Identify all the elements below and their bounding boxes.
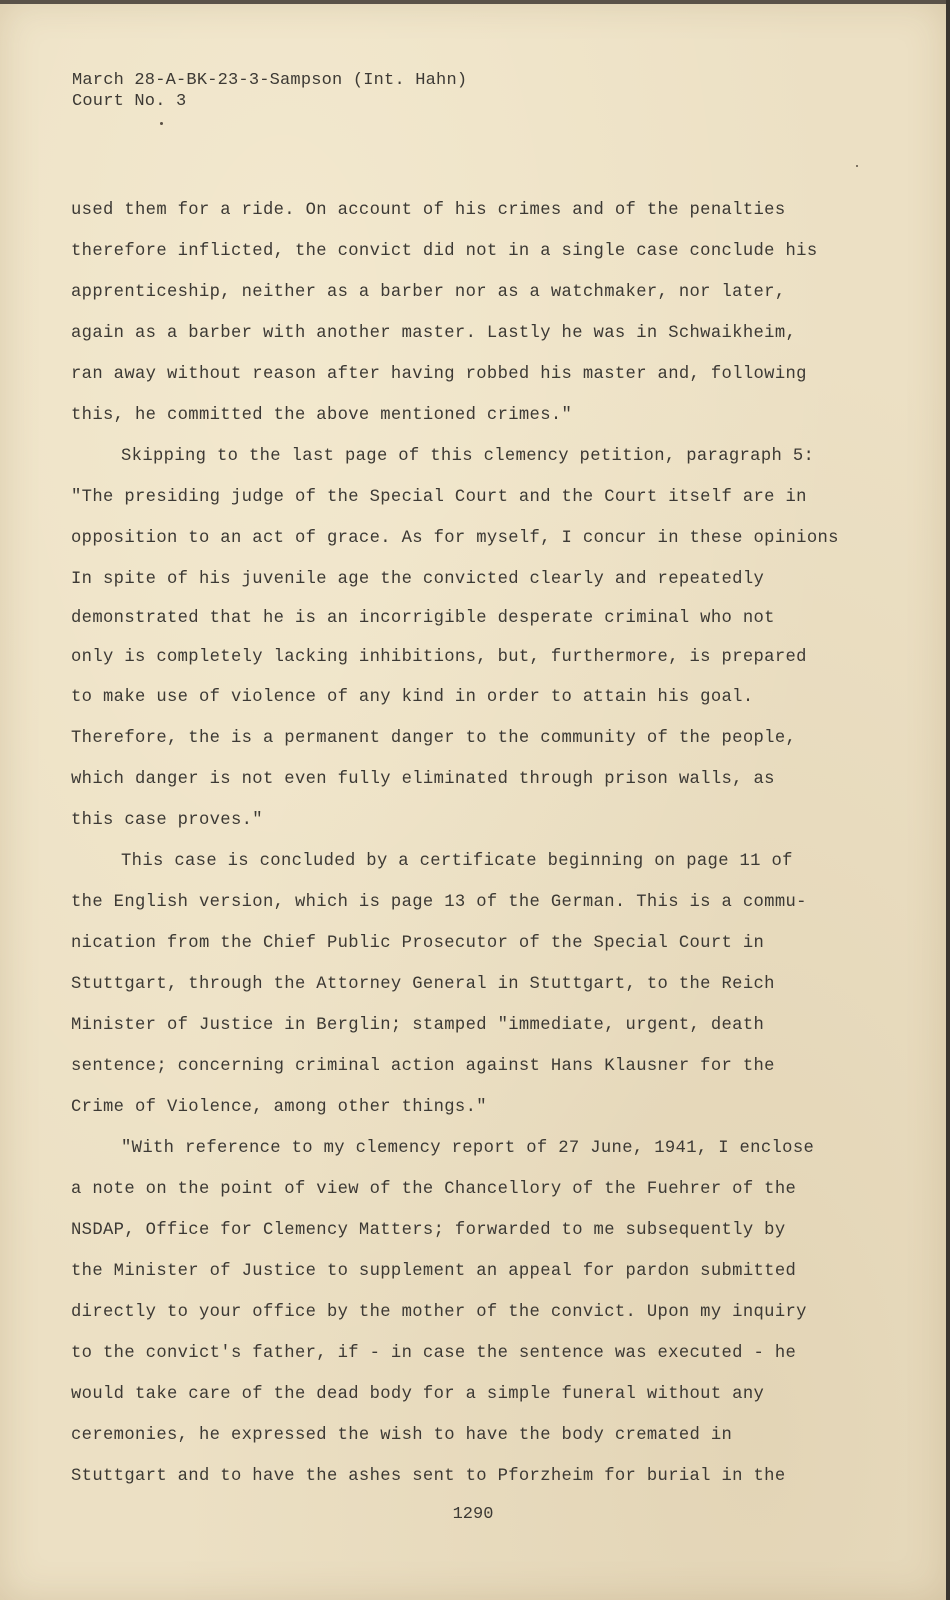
text-line: apprenticeship, neither as a barber nor as a watchmaker, nor later, [71, 283, 786, 302]
text-line: demonstrated that he is an incorrigible desperate criminal who not [71, 609, 775, 628]
header-court-line: Court No. 3 [72, 92, 187, 111]
page-top-edge [0, 0, 946, 4]
paper-speck [160, 122, 163, 125]
text-line: In spite of his juvenile age the convicted clearly and repeatedly [71, 570, 765, 589]
document-header [72, 70, 467, 112]
text-line: to make use of violence of any kind in order to attain his goal. [71, 688, 754, 707]
text-line: opposition to an act of grace. As for myself, I concur in these opinions [71, 529, 839, 548]
text-line: ceremonies, he expressed the wish to have the body cremated in [71, 1426, 733, 1445]
header-reference-line: March 28-A-BK-23-3-Sampson (Int. Hahn) [72, 71, 468, 90]
text-line: the Minister of Justice to supplement an appeal for pardon submitted [71, 1262, 797, 1281]
text-line: Crime of Violence, among other things." [71, 1098, 487, 1117]
text-line: ran away without reason after having robbed his master and, following [71, 365, 807, 384]
text-line: "With reference to my clemency report of 27 June, 1941, I enclose [121, 1139, 815, 1158]
text-line: Stuttgart, through the Attorney General in Stuttgart, to the Reich [71, 975, 775, 994]
text-line: Therefore, the is a permanent danger to the community of the people, [71, 729, 797, 748]
text-line: therefore inflicted, the convict did not in a single case conclude his [71, 242, 818, 261]
text-line: sentence; concerning criminal action against Hans Klausner for the [71, 1057, 775, 1076]
text-line: to the convict's father, if - in case the sentence was executed - he [71, 1344, 797, 1363]
text-line: Skipping to the last page of this clemency petition, paragraph 5: [121, 447, 815, 466]
page-number: 1290 [452, 1505, 494, 1524]
text-line: would take care of the dead body for a simple funeral without any [71, 1385, 765, 1404]
text-line: directly to your office by the mother of the convict. Upon my inquiry [71, 1303, 807, 1322]
text-line: the English version, which is page 13 of the German. This is a commu- [71, 893, 807, 912]
text-line: "The presiding judge of the Special Court and the Court itself are in [71, 488, 807, 507]
text-line: which danger is not even fully eliminated through prison walls, as [71, 770, 775, 789]
text-line: a note on the point of view of the Chancellory of the Fuehrer of the [71, 1180, 797, 1199]
text-line: NSDAP, Office for Clemency Matters; forwarded to me subsequently by [71, 1221, 786, 1240]
text-line: Minister of Justice in Berglin; stamped "immediate, urgent, death [71, 1016, 765, 1035]
document-body [71, 190, 841, 1497]
text-line: this, he committed the above mentioned crimes." [71, 406, 573, 425]
paper-speck [856, 165, 858, 167]
text-line: nication from the Chief Public Prosecutor of the Special Court in [71, 934, 765, 953]
text-line: used them for a ride. On account of his crimes and of the penalties [71, 201, 786, 220]
text-line: only is completely lacking inhibitions, but, furthermore, is prepared [71, 647, 807, 667]
text-line: Stuttgart and to have the ashes sent to Pforzheim for burial in the [71, 1467, 786, 1486]
text-line: this case proves." [71, 811, 263, 830]
text-line: again as a barber with another master. Lastly he was in Schwaikheim, [71, 324, 797, 343]
text-line: This case is concluded by a certificate beginning on page 11 of [121, 852, 793, 871]
